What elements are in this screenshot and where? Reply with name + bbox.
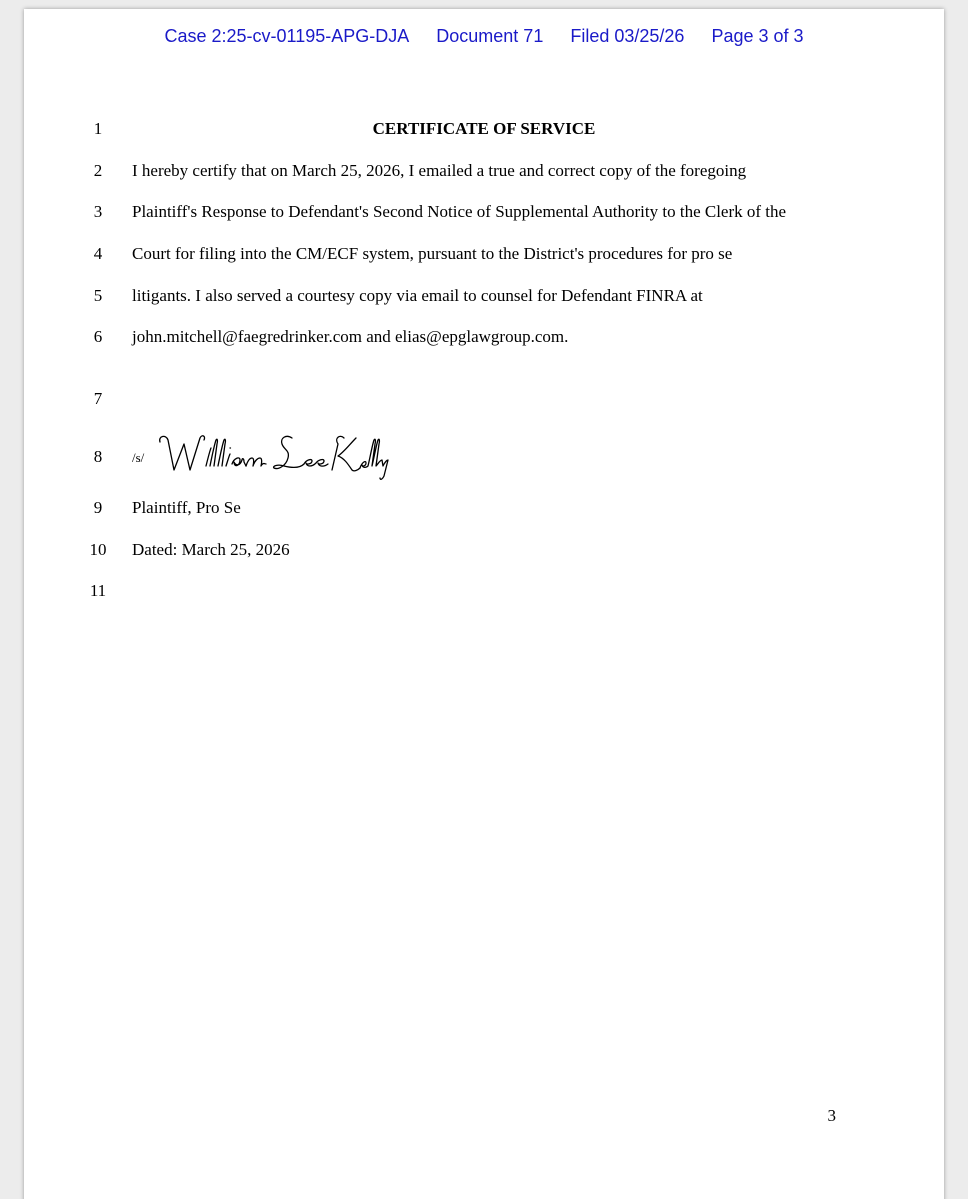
case-number: Case 2:25-cv-01195-APG-DJA — [164, 26, 410, 46]
signer-role: Plaintiff, Pro Se — [132, 498, 241, 517]
body-line: Plaintiff's Response to Defendant's Second Notice of Supplemental Authority to the Clerk of the — [132, 202, 787, 221]
body-line: john.mitchell@faegredrinker.com and elias@epglawgroup.com. — [132, 327, 569, 346]
signature-image — [154, 430, 394, 482]
line-number: 1 — [93, 119, 103, 138]
line-number: 4 — [93, 244, 103, 263]
certificate-title: CERTIFICATE OF SERVICE — [372, 119, 596, 138]
line-number: 11 — [89, 581, 107, 600]
line-number: 8 — [93, 447, 103, 466]
filed-date: Filed 03/25/26 — [570, 26, 685, 46]
dated-line: Dated: March 25, 2026 — [132, 540, 290, 559]
court-filing-header — [24, 26, 944, 47]
document-page — [24, 9, 944, 1199]
page-count: Page 3 of 3 — [711, 26, 804, 46]
line-number: 7 — [93, 389, 103, 408]
body-line: litigants. I also served a courtesy copy via email to counsel for Defendant FINRA at — [132, 286, 703, 305]
body-line: I hereby certify that on March 25, 2026, I emailed a true and correct copy of the foregoing — [132, 161, 747, 180]
document-number: Document 71 — [436, 26, 544, 46]
page-number: 3 — [827, 1106, 836, 1125]
line-number: 10 — [89, 540, 107, 559]
line-number: 9 — [93, 498, 103, 517]
line-number: 3 — [93, 202, 103, 221]
signature-prefix: /s/ — [132, 450, 145, 465]
line-number: 5 — [93, 286, 103, 305]
body-line: Court for filing into the CM/ECF system, pursuant to the District's procedures for pro se — [132, 244, 733, 263]
line-number: 2 — [93, 161, 103, 180]
line-number: 6 — [93, 327, 103, 346]
